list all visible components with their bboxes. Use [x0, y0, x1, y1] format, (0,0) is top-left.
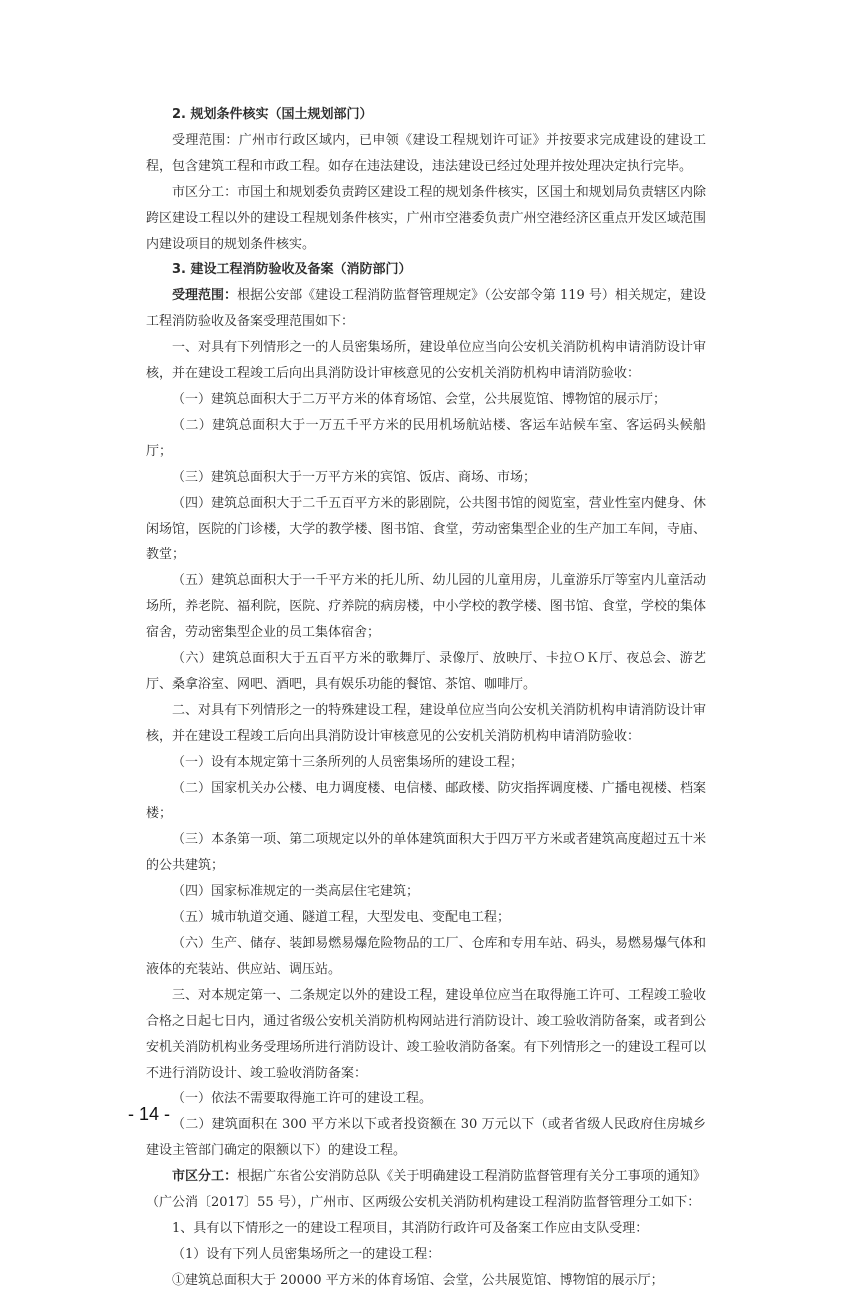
- section-heading-fire: 3. 建设工程消防验收及备案（消防部门）: [172, 262, 412, 278]
- list-item: （五）建筑总面积大于一千平方米的托儿所、幼儿园的儿童用房，儿童游乐厅等室内儿童活动场所，养老院、福利院，医院、疗养院的病房楼，中小学校的教学楼、图书馆、食堂，学校的集体宿舍，劳动密集型企业的员工集体宿舍；: [146, 573, 706, 641]
- list-item: （四）建筑总面积大于二千五百平方米的影剧院，公共图书馆的阅览室，营业性室内健身、休闲场馆，医院的门诊楼，大学的教学楼、图书馆、食堂，劳动密集型企业的生产加工车间，寺庙、教堂；: [146, 495, 706, 563]
- list-item: （四）国家标准规定的一类高层住宅建筑；: [172, 884, 420, 900]
- scope-text: 根据公安部《建设工程消防监督管理规定》（公安部令第 119 号）相关规定，建设工程消防验收及备案受理范围如下：: [146, 288, 706, 330]
- list-item: （六）建筑总面积大于五百平方米的歌舞厅、录像厅、放映厅、卡拉ＯＫ厅、夜总会、游艺厅、桑拿浴室、网吧、酒吧，具有娱乐功能的餐馆、茶馆、咖啡厅。: [146, 651, 706, 692]
- scope-text: 广州市行政区域内，已申领《建设工程规划许可证》并按要求完成建设的建设工程，包含建筑工程和市政工程。如存在违法建设，违法建设已经过处理并按处理决定执行完毕。: [146, 132, 706, 174]
- paragraph-clause-3: 三、对本规定第一、二条规定以外的建设工程，建设单位应当在取得施工许可、工程竣工验收合格之日起七日内，通过省级公安机关消防机构网站进行消防设计、竣工验收消防备案，或者到公安机关消防机构业务受理场所进行消防设计、竣工验收消防备案。有下列情形之一的建设工程可以不进行消防设计、竣工验收消防备案：: [146, 987, 706, 1081]
- list-item: （一）依法不需要取得施工许可的建设工程。: [172, 1091, 433, 1107]
- list-item: （一）设有本规定第十三条所列的人员密集场所的建设工程；: [172, 754, 524, 770]
- list-item: （三）建筑总面积大于一万平方米的宾馆、饭店、商场、市场；: [172, 469, 537, 485]
- list-item: （三）本条第一项、第二项规定以外的单体建筑面积大于四万平方米或者建筑高度超过五十米的公共建筑；: [146, 832, 706, 874]
- scope-label: 受理范围：: [172, 132, 239, 148]
- division-label: 市区分工：: [172, 1169, 238, 1185]
- division-text: 根据广东省公安消防总队《关于明确建设工程消防监督管理有关分工事项的通知》（广公消〔2017〕55 号），广州市、区两级公安机关消防机构建设工程消防监督管理分工如下：: [146, 1169, 706, 1211]
- paragraph-division-1-1: （1）设有下列人员密集场所之一的建设工程：: [172, 1246, 441, 1262]
- division-text: 市国土和规划委负责跨区建设工程的规划条件核实，区国土和规划局负责辖区内除跨区建设工程以外的建设工程规划条件核实，广州市空港委负责广州空港经济区重点开发区域范围内建设项目的规划条件核实。: [146, 184, 706, 252]
- paragraph-fire-division: [146, 1164, 706, 1216]
- list-item: （六）生产、储存、装卸易燃易爆危险物品的工厂、仓库和专用车站、码头，易燃易爆气体和液体的充装站、供应站、调压站。: [146, 936, 706, 977]
- paragraph-division-1-1-a: ①建筑总面积大于 20000 平方米的体育场馆、会堂，公共展览馆、博物馆的展示厅；: [172, 1272, 664, 1288]
- list-item: （一）建筑总面积大于二万平方米的体育场馆、会堂，公共展览馆、博物馆的展示厅；: [172, 391, 667, 407]
- paragraph-division-1: 1、具有以下情形之一的建设工程项目，其消防行政许可及备案工作应由支队受理：: [172, 1220, 649, 1236]
- section-heading-planning: 2. 规划条件核实（国土规划部门）: [172, 107, 373, 122]
- paragraph-fire-scope: [146, 283, 706, 335]
- scope-label: 受理范围：: [172, 288, 238, 304]
- list-item: （二）国家机关办公楼、电力调度楼、电信楼、邮政楼、防灾指挥调度楼、广播电视楼、档案楼；: [146, 780, 706, 822]
- document-body: [146, 102, 706, 1294]
- list-item: （二）建筑总面积大于一万五千平方米的民用机场航站楼、客运车站候车室、客运码头候船厅；: [146, 417, 706, 459]
- paragraph-planning-scope: [146, 128, 706, 180]
- paragraph-clause-1: 一、对具有下列情形之一的人员密集场所，建设单位应当向公安机关消防机构申请消防设计审核，并在建设工程竣工后向出具消防设计审核意见的公安机关消防机构申请消防验收：: [146, 340, 706, 382]
- division-label: 市区分工：: [172, 184, 238, 200]
- list-item: （二）建筑面积在 300 平方米以下或者投资额在 30 万元以下（或者省级人民政府住房城乡建设主管部门确定的限额以下）的建设工程。: [146, 1117, 706, 1159]
- paragraph-clause-2: 二、对具有下列情形之一的特殊建设工程，建设单位应当向公安机关消防机构申请消防设计审核，并在建设工程竣工后向出具消防设计审核意见的公安机关消防机构申请消防验收：: [146, 702, 706, 744]
- page-number: - 14 -: [128, 1104, 171, 1124]
- list-item: （五）城市轨道交通、隧道工程，大型发电、变配电工程；: [172, 910, 511, 926]
- paragraph-planning-division: [146, 180, 706, 258]
